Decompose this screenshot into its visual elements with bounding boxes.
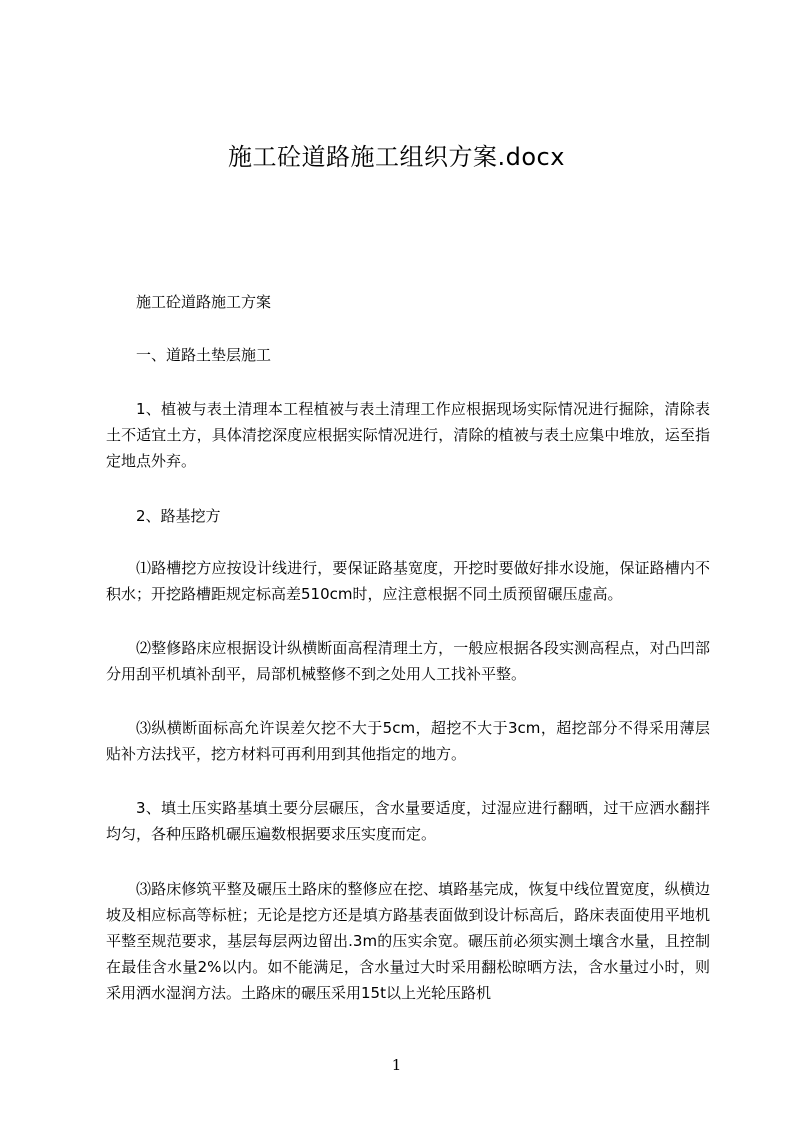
paragraph-heading-scheme: 施工砼道路施工方案 <box>136 293 272 311</box>
paragraph-subgrade-excavation: 2、路基挖方 <box>136 507 221 525</box>
paragraph-elevation-tolerance: ⑶纵横断面标高允许误差欠挖不大于5cm，超挖不大于3cm，超挖部分不得采用薄层贴补方法找平，挖方材料可再利用到其他指定的地方。 <box>106 719 710 763</box>
page-number: 1 <box>391 1056 402 1074</box>
paragraph-subgrade-trimming: ⑵整修路床应根据设计纵横断面高程清理土方，一般应根据各段实测高程点，对凸凹部分用刮平机填补刮平，局部机械整修不到之处用人工找补平整。 <box>106 639 710 683</box>
paragraph-subgrade-rolling: ⑶路床修筑平整及碾压土路床的整修应在挖、填路基完成，恢复中线位置宽度，纵横边坡及相应标高等标桩；无论是挖方还是填方路基表面做到设计标高后，路床表面使用平地机平整至规范要求，基层每层两边留出.3m的压实余宽。碾压前必须实测土壤含水量，且控制在最佳含水量2%以内。如不能满足，含水量过大时采用翻松晾晒方法，含水量过小时，则采用洒水湿润方法。土路床的碾压采用15t以上光轮压路机 <box>106 880 710 1002</box>
document-title: 施工砼道路施工组织方案.docx <box>228 143 565 171</box>
paragraph-trench-excavation: ⑴路槽挖方应按设计线进行，要保证路基宽度，开挖时要做好排水设施，保证路槽内不积水；开挖路槽距规定标高差510cm时，应注意根据不同土质预留碾压虚高。 <box>106 559 710 603</box>
paragraph-fill-compaction: 3、填土压实路基填土要分层碾压，含水量要适度，过湿应进行翻晒，过干应洒水翻拌均匀，各种压路机碾压遍数根据要求压实度而定。 <box>106 799 710 843</box>
paragraph-vegetation-clearing: 1、植被与表土清理本工程植被与表土清理工作应根据现场实际情况进行掘除，清除表土不适宜土方，具体清挖深度应根据实际情况进行，清除的植被与表土应集中堆放，运至指定地点外弃。 <box>106 400 710 470</box>
paragraph-section-one: 一、道路土垫层施工 <box>136 346 272 364</box>
